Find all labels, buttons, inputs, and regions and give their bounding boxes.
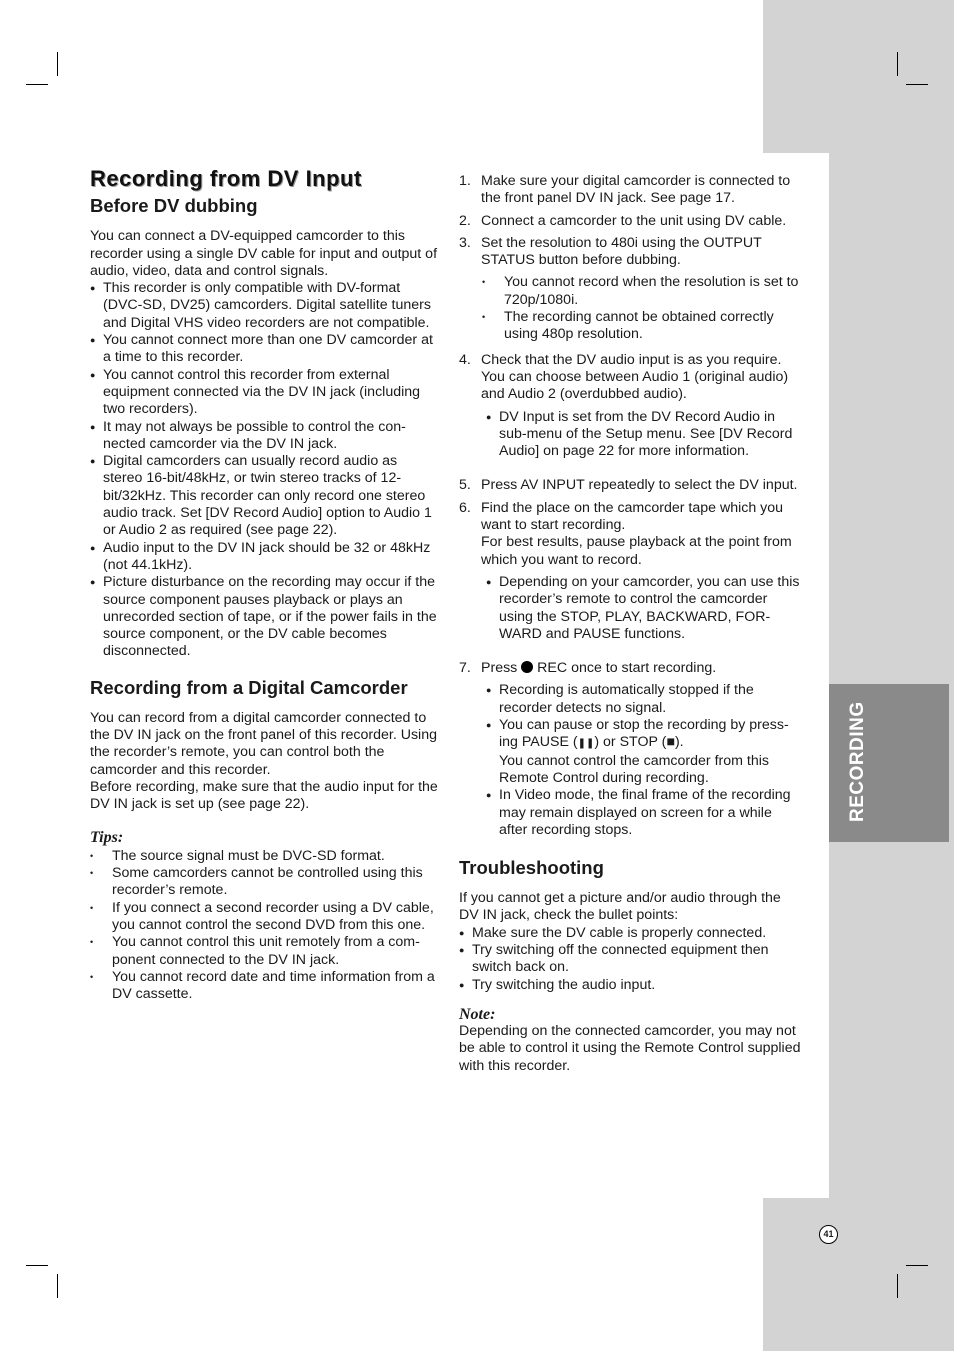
pause-icon: ❚❚ xyxy=(577,738,595,750)
list-item: ● In Video mode, the final frame of the recording may remain displayed on screen for a while after recording stops. xyxy=(499,787,804,839)
list-item: • You cannot record when the resolution is set to 720p/1080i. xyxy=(504,274,804,309)
before-dubbing-list xyxy=(90,280,438,661)
left-column xyxy=(90,166,438,1003)
before-dubbing-heading: Before DV dubbing xyxy=(90,195,258,217)
list-item: ● Depending on your camcorder, you can use this recorder’s remote to control the camcorder using the STOP, PLAY, BACKWARD, FOR-WARD and PAUSE functions. xyxy=(499,574,804,643)
list-item: ● You cannot connect more than one DV camcorder at a time to this recorder. xyxy=(90,332,438,367)
list-item: ● You cannot control this recorder from external equipment connected via the DV IN jack (including two recorders). xyxy=(90,367,438,419)
crop-mark xyxy=(906,84,928,85)
step-5: 5. Press AV INPUT repeatedly to select the DV input. xyxy=(459,477,798,494)
list-item: ● Recording is automatically stopped if the recorder detects no signal. xyxy=(499,682,804,717)
crop-mark xyxy=(57,1274,58,1298)
crop-mark xyxy=(897,52,898,76)
crop-mark xyxy=(26,1265,48,1266)
troubleshooting-intro: If you cannot get a picture and/or audio through the DV IN jack, check the bullet points: xyxy=(459,890,781,924)
list-item: ● Digital camcorders can usually record audio as stereo 16-bit/48kHz, or twin stereo tracks of 12-bit/32kHz. This recorder can only record one stereo audio track. Set [DV Record Audio] option to Audio 1 or Audio 2 as required (see page 22). xyxy=(90,453,438,539)
side-band-top xyxy=(763,0,954,153)
list-item: ● DV Input is set from the DV Record Audio in sub-menu of the Setup menu. See [DV Record Audio] on page 22 for more information. xyxy=(499,409,804,461)
step-6: 6. Find the place on the camcorder tape which you want to start recording. For best results, pause playback at the point from which you want to record. ● Depending on your camcorder, you can use this recorder’s remote to control the camcorder using the STOP, PLAY, BACKWARD, FOR-WARD and PAUSE functions. xyxy=(459,500,804,643)
list-item: • The recording cannot be obtained correctly using 480p resolution. xyxy=(504,309,804,344)
page-number: 41 xyxy=(819,1225,838,1244)
step-3: 3. Set the resolution to 480i using the OUTPUT STATUS button before dubbing. • You cannot record when the resolution is set to 720p/1080i. • The recording cannot be obtained correctly using 480p resolution. xyxy=(459,235,804,344)
steps-list xyxy=(459,173,804,839)
step-7: 7. Press REC once to start recording. ● Recording is automatically stopped if the recorder detects no signal. ● You can pause or stop the recording by press-ing PAUSE (❚❚) or STOP (■). You cannot control the camcorder from this Remote Control during recording. ● In Video mode, the final frame of the recording may remain displayed on screen for a while after recording stops. xyxy=(459,660,804,839)
record-icon xyxy=(521,661,533,673)
list-item: • You cannot control this unit remotely from a com-ponent connected to the DV IN jack. xyxy=(90,934,438,969)
list-item: • You cannot record date and time information from a DV cassette. xyxy=(90,969,438,1004)
troubleshooting-list xyxy=(459,925,804,994)
right-column xyxy=(459,173,804,1075)
list-item: ● Try switching the audio input. xyxy=(459,977,804,994)
side-band xyxy=(829,153,954,1198)
list-item: ● Make sure the DV cable is properly connected. xyxy=(459,925,804,942)
before-dubbing-intro: You can connect a DV-equipped camcorder to this recorder using a single DV cable for input and output of audio, video, data and control signals. xyxy=(90,228,438,279)
list-item: ● This recorder is only compatible with DV-format (DVC-SD, DV25) camcorders. Digital satellite tuners and Digital VHS video recorders are not compatible. xyxy=(90,280,438,332)
digital-camcorder-heading: Recording from a Digital Camcorder xyxy=(90,676,408,698)
digital-camcorder-para: You can record from a digital camcorder connected to the DV IN jack on the front panel of this recorder. Using the recorder’s remote, you can control both the camcorder and this recorder. xyxy=(90,709,437,778)
troubleshooting-heading: Troubleshooting xyxy=(459,857,604,879)
section-tab-label: RECORDING xyxy=(847,701,868,822)
note-text: Depending on the connected camcorder, you may not be able to control it using the Remote Control supplied with this recorder. xyxy=(459,1023,801,1074)
list-item: ● Picture disturbance on the recording may occur if the source component pauses playback or plays an unrecorded section of tape, or if the power fails in the source component, or the DV cable becomes disconnected. xyxy=(90,574,438,660)
crop-mark xyxy=(26,84,48,85)
step-1: 1. Make sure your digital camcorder is connected to the front panel DV IN jack. See page 17. xyxy=(459,173,791,207)
page-title: Recording from DV Input xyxy=(90,166,362,191)
list-item: ● Try switching off the connected equipment then switch back on. xyxy=(459,942,804,977)
list-item: • If you connect a second recorder using a DV cable, you cannot control the second DVD from this one. xyxy=(90,900,438,935)
step-2: 2. Connect a camcorder to the unit using DV cable. xyxy=(459,212,787,229)
list-item: • Some camcorders cannot be controlled using this recorder’s remote. xyxy=(90,865,438,900)
crop-mark xyxy=(57,52,58,76)
tips-list xyxy=(90,848,438,1004)
step-4: 4. Check that the DV audio input is as you require. You can choose between Audio 1 (original audio) and Audio 2 (overdubbed audio). ● DV Input is set from the DV Record Audio in sub-menu of the Setup menu. See [DV Record Audio] on page 22 for more information. xyxy=(459,352,804,461)
digital-camcorder-para: Before recording, make sure that the audio input for the DV IN jack is set up (see page 22). xyxy=(90,778,438,813)
list-item: ● You can pause or stop the recording by press-ing PAUSE (❚❚) or STOP (■). You cannot control the camcorder from this Remote Control during recording. xyxy=(499,717,804,787)
list-item: ● Audio input to the DV IN jack should be 32 or 48kHz (not 44.1kHz). xyxy=(90,540,438,575)
tips-heading: Tips: xyxy=(90,828,124,846)
stop-icon: ■ xyxy=(666,734,675,751)
note-heading: Note: xyxy=(459,1005,496,1023)
list-item: • The source signal must be DVC-SD format. xyxy=(90,848,438,865)
crop-mark xyxy=(897,1274,898,1298)
side-band-bottom xyxy=(763,1198,954,1351)
list-item: ● It may not always be possible to control the con-nected camcorder via the DV IN jack. xyxy=(90,419,438,454)
crop-mark xyxy=(906,1265,928,1266)
